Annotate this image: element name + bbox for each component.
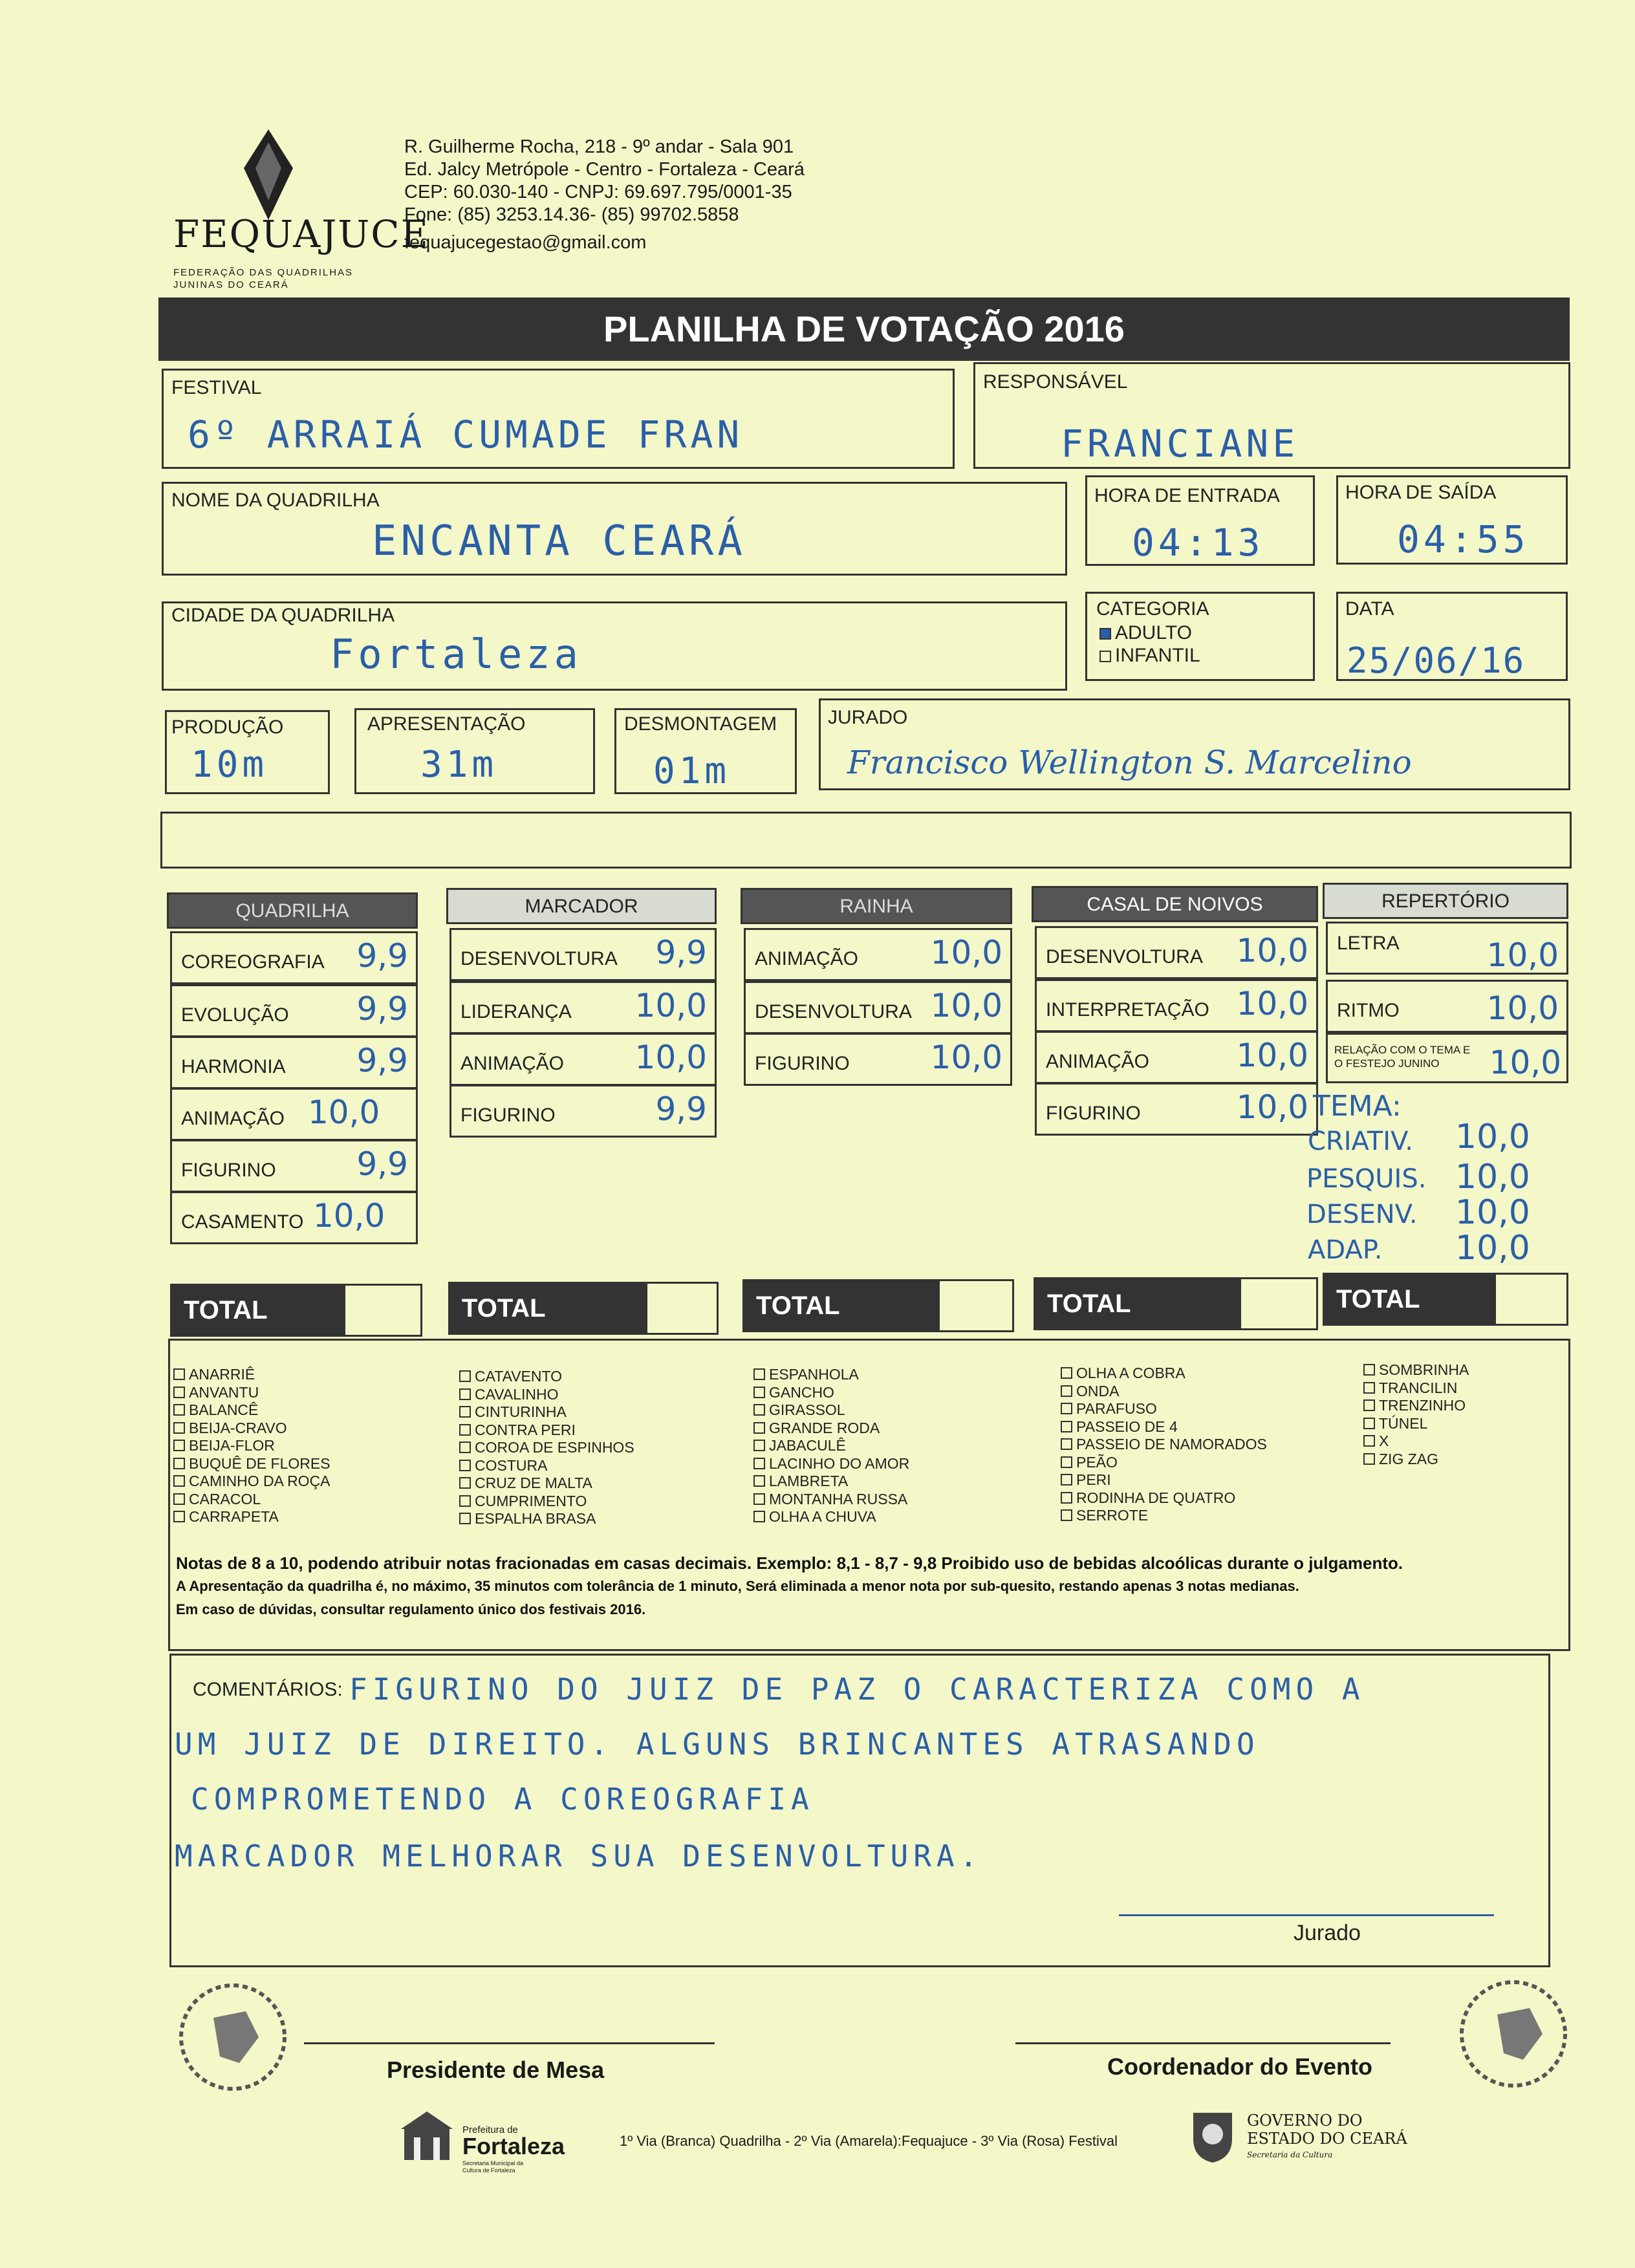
checkbox-icon[interactable] <box>173 1475 185 1487</box>
checkbox-icon[interactable] <box>753 1387 765 1398</box>
casal-header: CASAL DE NOIVOS <box>1032 886 1318 922</box>
org-logo <box>243 129 294 223</box>
total-casal[interactable] <box>1034 1277 1318 1330</box>
total-label: TOTAL <box>450 1284 647 1333</box>
rules-note-1: Notas de 8 a 10, podendo atribuir notas fracionadas em casas decimais. Exemplo: 8,1 - 8,7 - 9,8 Proibido uso de bebidas alcoólicas durante o julgamento. <box>176 1553 1403 1573</box>
address-line: Fone: (85) 3253.14.36- (85) 99702.5858 <box>404 204 739 225</box>
list-item[interactable] <box>1363 1379 1469 1398</box>
list-item[interactable] <box>459 1474 634 1493</box>
checkbox-icon[interactable] <box>1363 1435 1375 1447</box>
checkbox-icon[interactable] <box>459 1477 471 1489</box>
checkbox-icon[interactable] <box>753 1511 765 1522</box>
criterion-label: ANIMAÇÃO <box>755 948 859 969</box>
score-value[interactable]: 10,0 <box>308 1094 380 1131</box>
list-item-label: ESPANHOLA <box>769 1366 859 1383</box>
list-item-label: ESPALHA BRASA <box>475 1510 596 1527</box>
tema-desenv-score[interactable]: 10,0 <box>1455 1193 1530 1232</box>
list-item[interactable] <box>753 1384 909 1402</box>
festival-label: FESTIVAL <box>171 377 262 398</box>
list-item[interactable] <box>1061 1507 1267 1525</box>
passos-col-1 <box>173 1366 330 1526</box>
org-address <box>404 136 805 254</box>
criterion-label: DESENVOLTURA <box>1046 946 1203 967</box>
unez-seal-icon <box>1452 1969 1575 2102</box>
repertorio-row <box>1326 1033 1568 1083</box>
list-item[interactable] <box>459 1386 634 1404</box>
rainha-header: RAINHA <box>741 888 1012 924</box>
checkbox-icon[interactable] <box>459 1424 471 1436</box>
list-item[interactable] <box>753 1366 909 1384</box>
categoria-label: CATEGORIA <box>1096 598 1209 620</box>
score-value[interactable]: 9,9 <box>655 934 707 971</box>
list-item[interactable] <box>753 1508 909 1526</box>
casal-row <box>1035 1083 1318 1136</box>
marcador-row <box>449 1033 717 1086</box>
list-item-label: PARAFUSO <box>1076 1400 1157 1417</box>
checkbox-icon[interactable] <box>753 1440 765 1451</box>
list-item-label: PASSEIO DE NAMORADOS <box>1076 1436 1267 1453</box>
checkbox-icon[interactable] <box>459 1442 471 1453</box>
tema-desenv-label: DESENV. <box>1306 1200 1418 1229</box>
score-value[interactable]: 9,9 <box>356 1145 408 1183</box>
list-item-label: CINTURINHA <box>475 1403 567 1420</box>
jurado-label: JURADO <box>828 707 908 728</box>
hora-entrada-label: HORA DE ENTRADA <box>1094 485 1280 506</box>
criterion-label: CASAMENTO <box>181 1211 304 1233</box>
checkbox-icon[interactable] <box>1061 1456 1072 1468</box>
list-item[interactable] <box>753 1437 909 1455</box>
cidade-label: CIDADE DA QUADRILHA <box>171 605 395 626</box>
criterion-label: INTERPRETAÇÃO <box>1046 999 1209 1021</box>
criterion-label: ANIMAÇÃO <box>1046 1051 1150 1072</box>
list-item[interactable] <box>753 1455 909 1473</box>
checkbox-icon[interactable] <box>753 1368 765 1380</box>
hora-saida-label: HORA DE SAÍDA <box>1345 482 1497 503</box>
rainha-row <box>744 1033 1012 1086</box>
checkbox-icon[interactable] <box>1061 1474 1072 1485</box>
list-item-label: BALANCÊ <box>189 1401 259 1418</box>
responsavel-value[interactable]: FRANCIANE <box>1061 422 1299 466</box>
rules-note-3: Em caso de dúvidas, consultar regulamento único dos festivais 2016. <box>176 1601 646 1617</box>
criterion-label: FIGURINO <box>181 1160 276 1181</box>
diamond-logo-icon <box>243 129 294 220</box>
comment-line[interactable]: MARCADOR MELHORAR SUA DESENVOLTURA. <box>175 1839 983 1874</box>
data-value[interactable]: 25/06/16 <box>1347 640 1526 681</box>
casal-row <box>1035 979 1318 1032</box>
list-item-label: SERROTE <box>1076 1507 1149 1524</box>
tema-adap-score[interactable]: 10,0 <box>1455 1229 1530 1268</box>
list-item[interactable] <box>1061 1418 1267 1436</box>
criterion-label: ANIMAÇÃO <box>181 1108 285 1129</box>
repertorio-row <box>1326 980 1568 1033</box>
list-item[interactable] <box>1061 1454 1267 1472</box>
checkbox-icon[interactable] <box>1099 651 1111 662</box>
list-item[interactable] <box>173 1508 330 1526</box>
list-item[interactable] <box>173 1384 330 1402</box>
list-item[interactable] <box>173 1366 330 1384</box>
prefeitura-subtitle: Secretaria Municipal da Cultura de Fortaleza <box>462 2160 524 2174</box>
score-value[interactable]: 10,0 <box>1236 1037 1308 1074</box>
passos-col-3 <box>753 1366 909 1526</box>
checkbox-icon[interactable] <box>1363 1364 1375 1376</box>
governo-line3: Secretaria da Cultura <box>1247 2150 1333 2159</box>
checkbox-icon[interactable] <box>173 1493 185 1505</box>
passos-col-2 <box>459 1368 634 1528</box>
list-item-label: PEÃO <box>1076 1453 1118 1471</box>
list-item[interactable] <box>753 1420 909 1438</box>
checkbox-icon[interactable] <box>173 1422 185 1434</box>
list-item-label: CONTRA PERI <box>475 1421 576 1438</box>
list-item[interactable] <box>753 1401 909 1420</box>
checkbox-icon[interactable] <box>1061 1509 1072 1521</box>
score-value[interactable]: 9,9 <box>356 990 408 1028</box>
total-rainha[interactable] <box>742 1279 1014 1332</box>
list-item[interactable] <box>173 1491 330 1509</box>
desmontagem-label: DESMONTAGEM <box>624 713 777 735</box>
list-item[interactable] <box>459 1457 634 1475</box>
list-item[interactable] <box>173 1455 330 1473</box>
prefeitura-logo-icon <box>398 2108 456 2170</box>
comment-line[interactable]: UM JUIZ DE DIREITO. ALGUNS BRINCANTES ATRASANDO <box>175 1727 1260 1762</box>
quadrilha-row <box>170 1139 418 1193</box>
categoria-adulto-label: ADULTO <box>1115 622 1192 643</box>
data-label: DATA <box>1345 598 1394 620</box>
rules-note-2: A Apresentação da quadrilha é, no máximo, 35 minutos com tolerância de 1 minuto, Será eliminada a menor nota por sub-quesito, restando apenas 3 notas medianas. <box>176 1578 1299 1594</box>
rainha-row <box>744 981 1012 1034</box>
checkbox-icon[interactable] <box>173 1368 185 1380</box>
checkbox-icon[interactable] <box>753 1475 765 1487</box>
list-item[interactable] <box>1061 1400 1267 1418</box>
tema-pesquis-score[interactable]: 10,0 <box>1455 1158 1530 1196</box>
tema-criativ-score[interactable]: 10,0 <box>1455 1118 1530 1156</box>
total-marcador[interactable] <box>448 1282 719 1335</box>
comments-label: COMENTÁRIOS: <box>193 1679 343 1700</box>
checkbox-icon[interactable] <box>459 1406 471 1418</box>
checkbox-icon[interactable] <box>1363 1453 1375 1465</box>
list-item[interactable] <box>1061 1365 1267 1383</box>
total-label: TOTAL <box>1035 1279 1241 1328</box>
list-item-label: BEIJA-FLOR <box>189 1437 275 1454</box>
blank-field-box <box>160 812 1572 869</box>
quadrilha-row <box>170 1191 418 1244</box>
list-item[interactable] <box>459 1421 634 1440</box>
list-item-label: GRANDE RODA <box>769 1419 880 1436</box>
criterion-label: LETRA <box>1337 933 1400 954</box>
criterion-label: DESENVOLTURA <box>755 1001 912 1022</box>
comment-line[interactable]: FIGURINO DO JUIZ DE PAZ O CARACTERIZA COMO A <box>349 1672 1365 1707</box>
quadrilha-header: QUADRILHA <box>167 892 418 929</box>
festival-value[interactable]: 6º ARRAIÁ CUMADE FRAN <box>188 413 744 457</box>
criterion-label: RELAÇÃO COM O TEMA E <box>1334 1044 1471 1056</box>
list-item-label: OLHA A COBRA <box>1076 1365 1186 1381</box>
list-item-label: LAMBRETA <box>769 1473 849 1489</box>
producao-value[interactable]: 10m <box>191 744 268 786</box>
nome-quadrilha-label: NOME DA QUADRILHA <box>171 490 380 511</box>
list-item[interactable] <box>1363 1397 1469 1415</box>
checkbox-icon[interactable] <box>1363 1382 1375 1394</box>
list-item[interactable] <box>459 1510 634 1528</box>
tema-criativ-label: CRIATIV. <box>1308 1127 1413 1156</box>
score-value[interactable]: 10,0 <box>1489 1044 1561 1081</box>
passos-col-4 <box>1061 1365 1267 1525</box>
list-item[interactable] <box>1363 1451 1469 1469</box>
checkbox-icon[interactable] <box>459 1513 471 1524</box>
checkbox-icon[interactable] <box>173 1440 185 1451</box>
checkbox-icon[interactable] <box>459 1388 471 1400</box>
checkbox-icon[interactable] <box>459 1460 471 1471</box>
presidente-label: Presidente de Mesa <box>387 2057 605 2083</box>
list-item[interactable] <box>173 1437 330 1455</box>
total-label: TOTAL <box>172 1286 345 1335</box>
list-item-label: COSTURA <box>475 1456 548 1474</box>
criterion-label: FIGURINO <box>460 1105 556 1126</box>
score-value[interactable]: 10,0 <box>1236 985 1308 1022</box>
responsavel-label: RESPONSÁVEL <box>983 371 1128 393</box>
list-item[interactable] <box>1061 1471 1267 1489</box>
list-item-label: CARACOL <box>189 1490 261 1507</box>
rainha-row <box>744 928 1012 981</box>
quadrilha-row <box>170 1088 418 1141</box>
criterion-label: HARMONIA <box>181 1056 286 1077</box>
list-item-label: PASSEIO DE 4 <box>1076 1418 1178 1435</box>
list-item-label: ONDA <box>1076 1382 1120 1399</box>
jurado-comment-signature <box>1119 1863 1494 1916</box>
list-item-label: BEIJA-CRAVO <box>189 1419 287 1436</box>
marcador-header: MARCADOR <box>446 888 717 924</box>
cidade-value[interactable]: Fortaleza <box>330 631 582 678</box>
criterion-label: COREOGRAFIA <box>181 951 325 973</box>
criterion-label-2: O FESTEJO JUNINO <box>1334 1057 1440 1070</box>
marcador-row <box>449 928 717 981</box>
list-item[interactable] <box>173 1420 330 1438</box>
list-item[interactable] <box>1061 1383 1267 1401</box>
governo-line1: GOVERNO DO <box>1247 2111 1363 2130</box>
list-item[interactable] <box>173 1473 330 1491</box>
criterion-label: FIGURINO <box>1046 1103 1141 1124</box>
criterion-label: LIDERANÇA <box>460 1001 572 1022</box>
casal-row <box>1035 1031 1318 1084</box>
criterion-label: EVOLUÇÃO <box>181 1004 289 1026</box>
checkbox-icon[interactable] <box>173 1511 185 1522</box>
checkbox-icon[interactable] <box>1061 1385 1072 1397</box>
coordenador-signature-line <box>1015 2042 1391 2044</box>
score-value[interactable]: 10,0 <box>1236 932 1308 969</box>
list-item-label: CAMINHO DA ROÇA <box>189 1473 330 1489</box>
list-item-label: TRENZINHO <box>1379 1397 1466 1414</box>
score-value[interactable]: 9,9 <box>356 1042 408 1079</box>
score-value[interactable]: 10,0 <box>634 1039 707 1076</box>
list-item-label: SOMBRINHA <box>1379 1361 1469 1378</box>
tema-pesquis-label: PESQUIS. <box>1306 1164 1427 1194</box>
marcador-row <box>449 981 717 1034</box>
governo-line2: ESTADO DO CEARÁ <box>1247 2130 1407 2148</box>
list-item-label: COROA DE ESPINHOS <box>475 1439 634 1456</box>
address-line: CEP: 60.030-140 - CNPJ: 69.697.795/0001-35 <box>404 182 792 202</box>
list-item[interactable] <box>459 1493 634 1511</box>
list-item-label: ANARRIÊ <box>189 1366 255 1383</box>
list-item-label: X <box>1379 1432 1389 1449</box>
prefeitura-small: Prefeitura de <box>462 2124 518 2135</box>
score-value[interactable]: 10,0 <box>313 1197 385 1235</box>
categoria-infantil-label: INFANTIL <box>1115 645 1200 666</box>
score-value[interactable]: 10,0 <box>930 934 1002 971</box>
checkbox-icon[interactable] <box>1061 1492 1072 1504</box>
list-item-label: GANCHO <box>769 1383 834 1401</box>
address-line: R. Guilherme Rocha, 218 - 9º andar - Sala 901 <box>404 136 794 157</box>
checkbox-icon[interactable] <box>173 1387 185 1398</box>
checkbox-icon[interactable] <box>1061 1367 1072 1379</box>
list-item[interactable] <box>753 1473 909 1491</box>
tema-adap-label: ADAP. <box>1308 1235 1383 1265</box>
checkbox-icon[interactable] <box>459 1495 471 1507</box>
score-value[interactable]: 10,0 <box>1236 1088 1308 1126</box>
list-item[interactable] <box>459 1368 634 1386</box>
checkbox-icon[interactable] <box>173 1404 185 1416</box>
list-item-label: TÚNEL <box>1379 1414 1428 1432</box>
list-item[interactable] <box>1061 1489 1267 1507</box>
checkbox-icon[interactable] <box>1061 1421 1072 1432</box>
tema-label: TEMA: <box>1313 1090 1402 1123</box>
list-item-label: LACINHO DO AMOR <box>769 1454 910 1472</box>
nome-quadrilha-value[interactable]: ENCANTA CEARÁ <box>372 517 746 565</box>
checkbox-icon[interactable] <box>459 1370 471 1382</box>
list-item-label: PERI <box>1076 1471 1111 1488</box>
quadrilha-row <box>170 984 418 1037</box>
total-repertorio[interactable] <box>1323 1273 1568 1326</box>
list-item[interactable] <box>1061 1436 1267 1454</box>
score-value[interactable]: 9,9 <box>655 1090 707 1128</box>
list-item-label: CATAVENTO <box>475 1368 563 1385</box>
list-item[interactable] <box>1363 1415 1469 1433</box>
vias-note: 1º Via (Branca) Quadrilha - 2º Via (Amarela):Fequajuce - 3º Via (Rosa) Festival <box>620 2133 1118 2149</box>
email: fequajucegestao@gmail.com <box>404 232 647 253</box>
list-item[interactable] <box>753 1491 909 1509</box>
total-label: TOTAL <box>1325 1275 1496 1324</box>
list-item-label: OLHA A CHUVA <box>769 1508 876 1525</box>
producao-label: PRODUÇÃO <box>171 717 284 738</box>
desmontagem-value[interactable]: 01m <box>653 750 731 792</box>
list-item-label: CARRAPETA <box>189 1508 279 1525</box>
marcador-row <box>449 1085 717 1138</box>
total-label: TOTAL <box>744 1281 940 1330</box>
checkbox-checked-icon[interactable] <box>1099 628 1111 640</box>
apresentacao-value[interactable]: 31m <box>420 744 498 786</box>
checkbox-icon[interactable] <box>753 1404 765 1416</box>
comment-line[interactable]: COMPROMETENDO A COREOGRAFIA <box>191 1782 814 1817</box>
jurado-signature[interactable]: Francisco Wellington S. Marcelino <box>847 744 1412 781</box>
criterion-label: ANIMAÇÃO <box>460 1053 565 1074</box>
total-quadrilha[interactable] <box>170 1284 422 1337</box>
criterion-label: FIGURINO <box>755 1053 850 1074</box>
categoria-adulto[interactable] <box>1099 622 1192 644</box>
list-item-label: MONTANHA RUSSA <box>769 1490 908 1507</box>
criterion-label: DESENVOLTURA <box>460 948 618 969</box>
org-subtitle-1: FEDERAÇÃO DAS QUADRILHAS <box>173 267 354 278</box>
score-value[interactable]: 9,9 <box>356 937 408 975</box>
list-item-label: ZIG ZAG <box>1379 1450 1438 1467</box>
presidente-signature-line <box>304 2042 715 2044</box>
score-value[interactable]: 10,0 <box>634 987 707 1024</box>
list-item-label: JABACULÊ <box>769 1437 846 1454</box>
checkbox-icon[interactable] <box>1363 1399 1375 1411</box>
confebraq-seal-icon <box>175 1972 291 2105</box>
org-subtitle-2: JUNINAS DO CEARÁ <box>173 279 289 290</box>
score-value[interactable]: 10,0 <box>1486 989 1559 1027</box>
list-item[interactable] <box>1363 1432 1469 1451</box>
quadrilha-row <box>170 1036 418 1089</box>
hora-entrada-value[interactable]: 04:13 <box>1132 521 1264 565</box>
checkbox-icon[interactable] <box>173 1458 185 1469</box>
list-item-label: CRUZ DE MALTA <box>475 1474 592 1491</box>
org-name: FEQUAJUCE <box>173 212 429 256</box>
apresentacao-label: APRESENTAÇÃO <box>367 713 526 735</box>
list-item-label: TRANCILIN <box>1379 1379 1458 1396</box>
list-item[interactable] <box>173 1401 330 1420</box>
checkbox-icon[interactable] <box>1061 1403 1072 1414</box>
list-item[interactable] <box>1363 1361 1469 1379</box>
list-item-label: BUQUÊ DE FLORES <box>189 1454 330 1472</box>
repertorio-row <box>1326 922 1568 975</box>
casal-row <box>1035 926 1318 979</box>
passos-col-5 <box>1363 1361 1469 1468</box>
checkbox-icon[interactable] <box>1061 1438 1072 1450</box>
quadrilha-row <box>170 931 418 984</box>
list-item-label: RODINHA DE QUATRO <box>1076 1489 1236 1506</box>
checkbox-icon[interactable] <box>753 1493 765 1505</box>
prefeitura-name: Fortaleza <box>462 2133 565 2159</box>
address-line: Ed. Jalcy Metrópole - Centro - Fortaleza - Ceará <box>404 159 805 180</box>
checkbox-icon[interactable] <box>753 1458 765 1469</box>
jurado-signature-label: Jurado <box>1294 1921 1361 1945</box>
list-item-label: CUMPRIMENTO <box>475 1492 587 1509</box>
list-item-label: ANVANTU <box>189 1383 259 1401</box>
checkbox-icon[interactable] <box>1363 1418 1375 1429</box>
list-item-label: GIRASSOL <box>769 1401 845 1418</box>
repertorio-header: REPERTÓRIO <box>1323 883 1568 919</box>
list-item[interactable] <box>459 1403 634 1421</box>
checkbox-icon[interactable] <box>753 1422 765 1434</box>
list-item[interactable] <box>459 1439 634 1457</box>
list-item-label: CAVALINHO <box>475 1385 559 1403</box>
governo-brasao-icon <box>1190 2110 1235 2168</box>
score-value[interactable]: 10,0 <box>930 1039 1002 1076</box>
score-value[interactable]: 10,0 <box>1486 936 1559 974</box>
coordenador-label: Coordenador do Evento <box>1107 2053 1373 2080</box>
hora-saida-value[interactable]: 04:55 <box>1397 517 1530 561</box>
page-title: PLANILHA DE VOTAÇÃO 2016 <box>158 297 1570 361</box>
criterion-label: RITMO <box>1337 1000 1400 1021</box>
score-value[interactable]: 10,0 <box>930 987 1002 1024</box>
categoria-infantil[interactable] <box>1099 645 1200 667</box>
